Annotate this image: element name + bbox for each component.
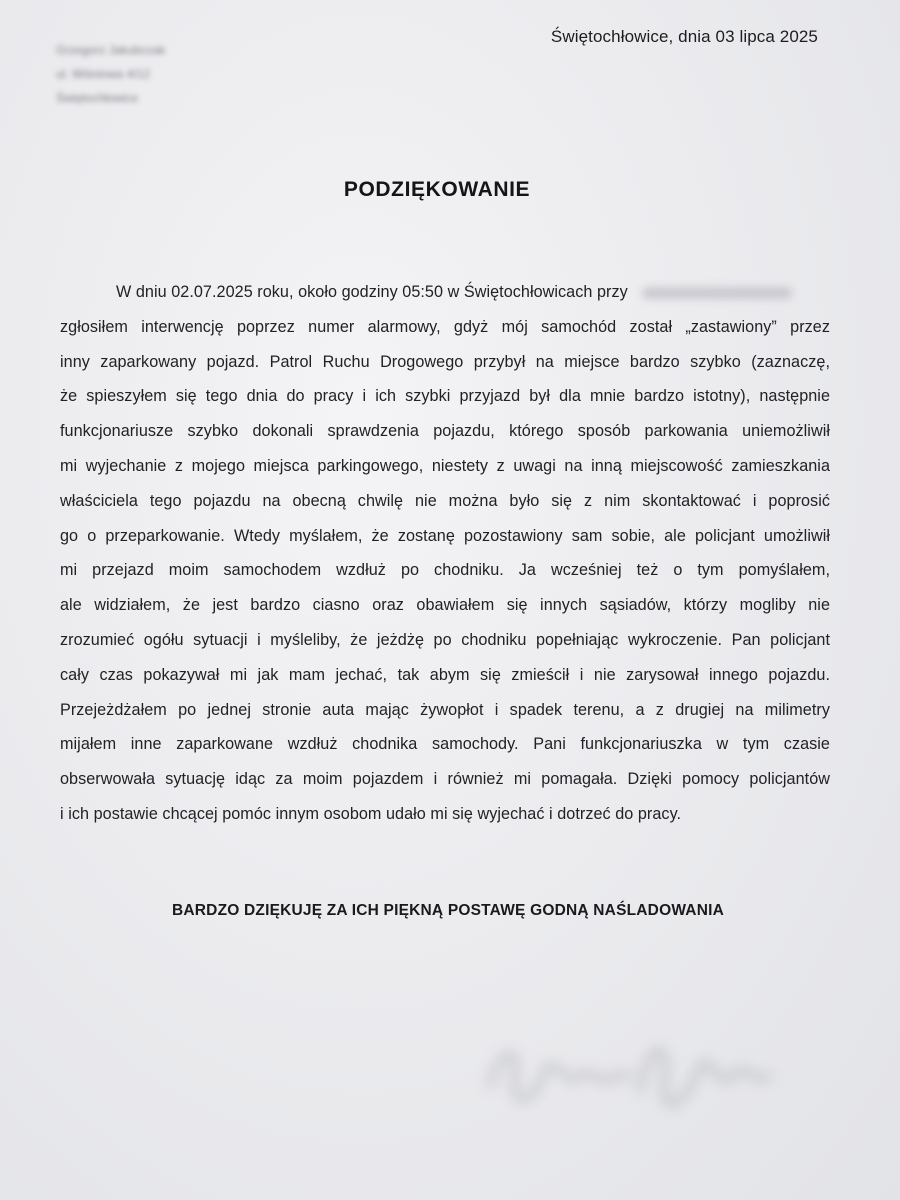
closing-statement: BARDZO DZIĘKUJĘ ZA ICH PIĘKNĄ POSTAWĘ GODNĄ NAŚLADOWANIA	[172, 902, 724, 919]
sender-city: Świętochłowice	[56, 91, 139, 105]
letter-body	[60, 280, 830, 837]
body-line: że spieszyłem się tego dnia do pracy i ich szybki przyjazd był dla mnie bardzo istotny), następnie	[60, 387, 830, 406]
sender-address-blurred	[56, 38, 165, 110]
sender-street: ul. Wiśniowa 4/12	[56, 67, 151, 81]
body-line: zrozumieć ogółu sytuacji i myśleliby, że jeżdżę po chodniku popełniając wykroczenie. Pan policjant	[60, 630, 830, 649]
body-line: inny zaparkowany pojazd. Patrol Ruchu Drogowego przybył na miejsce bardzo szybko (zaznaczę,	[60, 352, 830, 371]
sender-name: Grzegorz Jakubczak	[56, 43, 166, 57]
redacted-street	[642, 287, 792, 299]
body-line: właściciela tego pojazdu na obecną chwilę nie można było się z nim skontaktować i poprosić	[60, 491, 830, 510]
body-line: mijałem inne zaparkowane wzdłuż chodnika samochody. Pani funkcjonariuszka w tym czasie	[60, 735, 830, 754]
body-line: mi wyjechanie z mojego miejsca parkingowego, niestety z uwagi na inną miejscowość zamieszkania	[60, 456, 830, 475]
body-line: zgłosiłem interwencję poprzez numer alarmowy, gdyż mój samochód został „zastawiony” przez	[60, 317, 830, 336]
body-line: cały czas pokazywał mi jak mam jechać, tak abym się zmieścił i nie zarysował innego pojazdu.	[60, 665, 830, 684]
document-title: PODZIĘKOWANIE	[343, 178, 531, 201]
signature-blurred	[470, 1016, 810, 1126]
body-line: Przejeżdżałem po jednej stronie auta mając żywopłot i spadek terenu, a z drugiej na milimetry	[60, 700, 830, 719]
body-line: funkcjonariusze szybko dokonali sprawdzenia pojazdu, którego sposób parkowania uniemożliwił	[60, 422, 830, 441]
body-line: i ich postawie chcącej pomóc innym osobom udało mi się wyjechać i dotrzeć do pracy.	[60, 804, 682, 823]
signature-scribble	[470, 1016, 810, 1126]
body-line: obserwowała sytuację idąc za moim pojazdem i również mi pomagała. Dzięki pomocy policjantów	[60, 770, 830, 789]
body-line: W dniu 02.07.2025 roku, około godziny 05:50 w Świętochłowicach przy	[60, 280, 716, 315]
body-line: go o przeparkowanie. Wtedy myślałem, że zostanę pozostawiony sam sobie, ale policjant umożliwił	[60, 526, 830, 545]
place-date: Świętochłowice, dnia 03 lipca 2025	[550, 27, 818, 46]
body-line: ale widziałem, że jest bardzo ciasno oraz obawiałem się innych sąsiadów, którzy mogliby nie	[60, 596, 830, 615]
body-line: mi przejazd moim samochodem wzdłuż po chodniku. Ja wcześniej też o tym pomyślałem,	[60, 561, 830, 580]
